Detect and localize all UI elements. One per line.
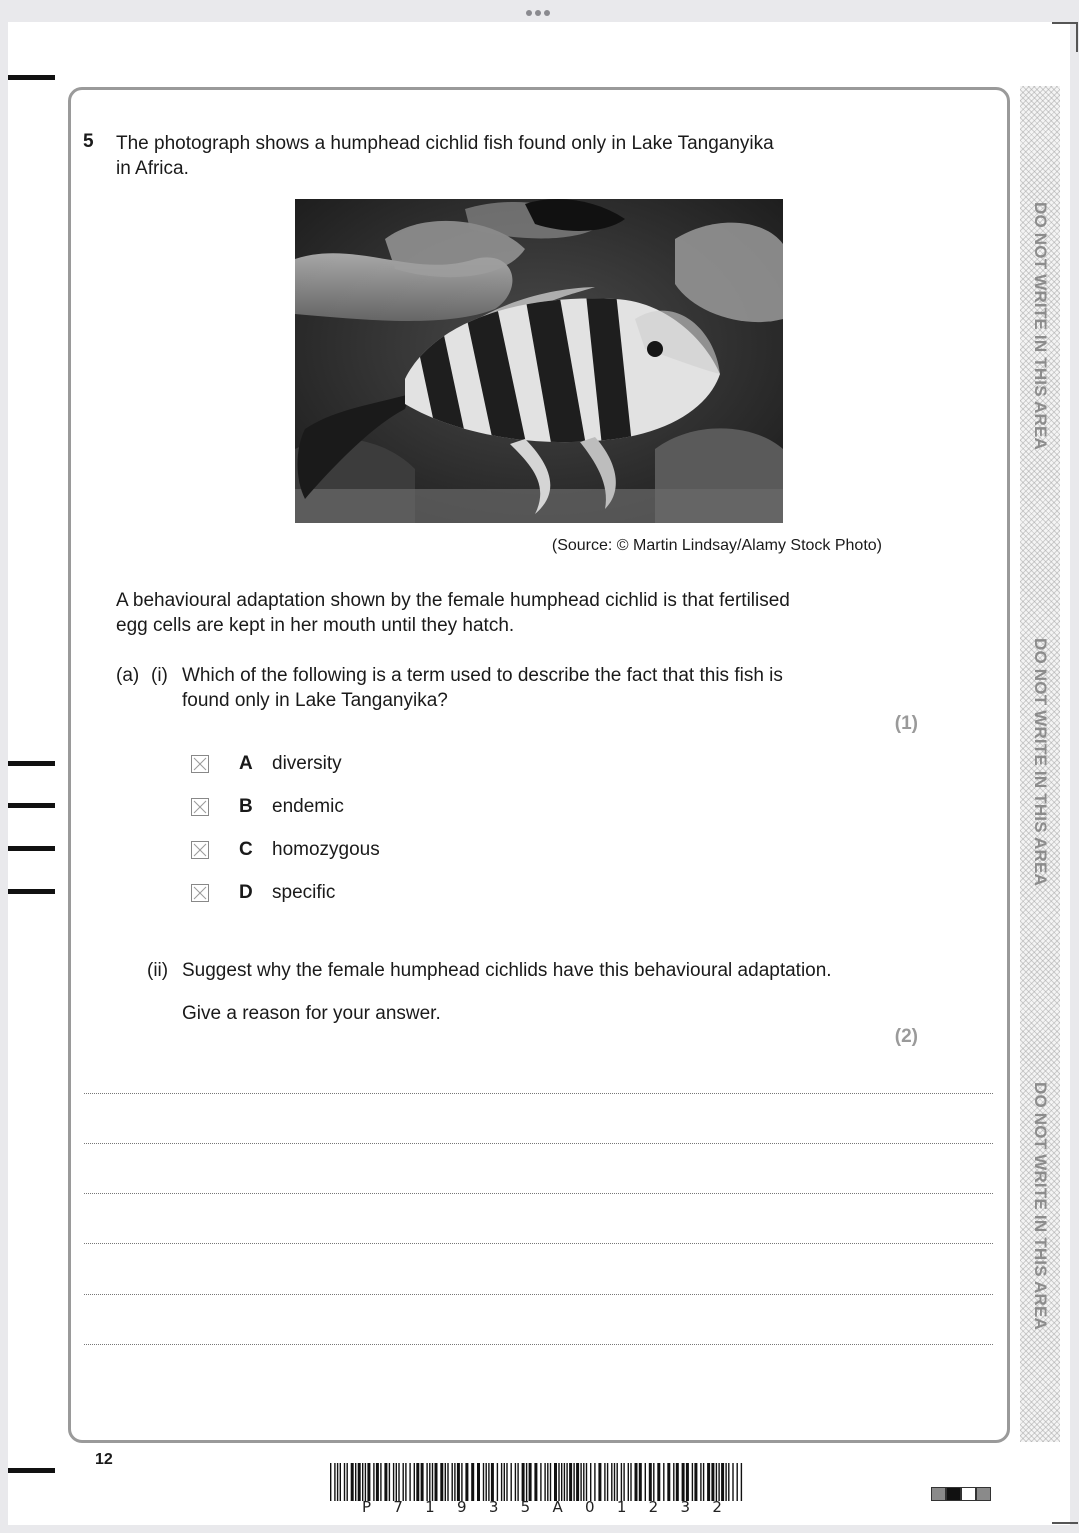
part-a-i-prompt: found only in Lake Tanganyika? <box>182 690 448 711</box>
cross-box-icon <box>192 799 208 815</box>
question-intro: in Africa. <box>116 158 189 179</box>
barcode-digit: A <box>552 1498 563 1516</box>
barcode-digit: 2 <box>712 1498 722 1516</box>
part-a-ii-instruction: Give a reason for your answer. <box>182 1003 441 1024</box>
cross-box-icon <box>192 885 208 901</box>
part-a-i-prompt: Which of the following is a term used to describe the fact that this fish is <box>182 665 783 686</box>
barcode-digit: P <box>362 1498 372 1516</box>
answer-line[interactable] <box>84 1243 993 1244</box>
marks-a-ii: (2) <box>894 1026 918 1047</box>
answer-line[interactable] <box>84 1344 993 1345</box>
crop-mark <box>1076 22 1078 52</box>
option-b-text: endemic <box>272 796 344 817</box>
answer-line[interactable] <box>84 1193 993 1194</box>
part-label-i: (i) <box>151 665 168 686</box>
more-options-icon[interactable] <box>526 10 550 16</box>
barcode-digit: 9 <box>456 1498 467 1516</box>
fish-photo <box>295 199 783 523</box>
registration-mark <box>8 846 55 851</box>
option-b-letter: B <box>239 796 253 817</box>
page-indicator-boxes <box>931 1487 991 1501</box>
marks-a-i: (1) <box>894 713 918 734</box>
registration-mark <box>8 1468 55 1473</box>
cross-box-icon <box>192 756 208 772</box>
page-number: 12 <box>95 1451 113 1468</box>
barcode <box>330 1463 746 1501</box>
answer-line[interactable] <box>84 1143 993 1144</box>
option-d-letter: D <box>239 882 253 903</box>
option-d-checkbox[interactable] <box>191 884 209 902</box>
part-a-ii-prompt: Suggest why the female humphead cichlids have this behavioural adaptation. <box>182 960 832 981</box>
crop-mark <box>1052 1522 1078 1524</box>
crop-mark <box>1052 22 1078 24</box>
question-intro: The photograph shows a humphead cichlid fish found only in Lake Tanganyika <box>116 133 774 154</box>
viewer-toolbar <box>0 0 1079 20</box>
part-label-ii: (ii) <box>147 960 169 981</box>
part-label-a: (a) <box>116 665 140 686</box>
registration-mark <box>8 889 55 894</box>
option-a-letter: A <box>239 753 253 774</box>
cross-box-icon <box>192 842 208 858</box>
photo-source: (Source: © Martin Lindsay/Alamy Stock Photo) <box>551 537 882 554</box>
option-b-checkbox[interactable] <box>191 798 209 816</box>
barcode-digit: 1 <box>616 1498 627 1516</box>
registration-mark <box>8 803 55 808</box>
barcode-digit: 0 <box>585 1498 595 1516</box>
option-a-text: diversity <box>272 753 342 774</box>
option-c-text: homozygous <box>272 839 380 860</box>
option-c-checkbox[interactable] <box>191 841 209 859</box>
answer-line[interactable] <box>84 1093 993 1094</box>
barcode-digit: 7 <box>393 1498 403 1516</box>
context-text: A behavioural adaptation shown by the female humphead cichlid is that fertilised <box>116 590 790 611</box>
barcode-digit: 1 <box>425 1498 435 1516</box>
barcode-digit: 3 <box>680 1498 691 1516</box>
barcode-digits <box>362 1498 722 1516</box>
option-a-checkbox[interactable] <box>191 755 209 773</box>
context-text: egg cells are kept in her mouth until they hatch. <box>116 615 515 636</box>
barcode-digit: 2 <box>648 1498 659 1516</box>
registration-mark <box>8 761 55 766</box>
answer-line[interactable] <box>84 1294 993 1295</box>
option-c-letter: C <box>239 839 253 860</box>
barcode-digit: 5 <box>520 1498 531 1516</box>
registration-mark <box>8 75 55 80</box>
option-d-text: specific <box>272 882 336 903</box>
question-number: 5 <box>83 131 94 152</box>
barcode-digit: 3 <box>488 1498 499 1516</box>
